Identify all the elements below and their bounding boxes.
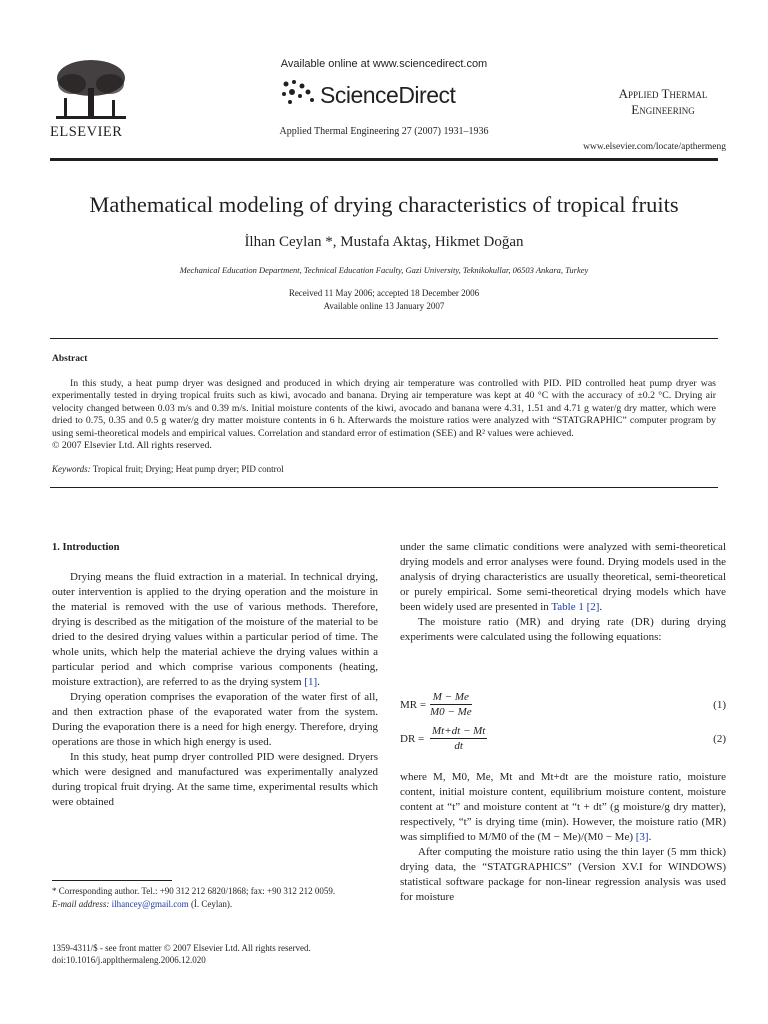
intro-paragraph-3: In this study, heat pump dryer controlled PID were designed. Dryers which were designed and manufactured was experimentally analyzed during tropical fruit drying. At the same time, experimental results which were obtained [52, 751, 378, 808]
equation-1-lhs: MR = [400, 699, 427, 711]
right-column-top [400, 540, 726, 645]
corresponding-author: * Corresponding author. Tel.: +90 312 212 6820/1868; fax: +90 312 212 0059. [52, 886, 336, 896]
equation-2 [400, 724, 726, 758]
table-1-link[interactable]: Table 1 [2] [551, 601, 600, 613]
keywords [52, 464, 284, 474]
keywords-list: Tropical fruit; Drying; Heat pump dryer; PID control [92, 464, 284, 474]
issn-line: 1359-4311/$ - see front matter © 2007 Elsevier Ltd. All rights reserved. [52, 943, 311, 953]
journal-name-line2: Engineering [631, 102, 695, 117]
intro-paragraph-1: Drying means the fluid extraction in a material. In technical drying, outer intervention is applied to the drying operation and the moisture in the material is removed with the use of various methods. Therefore, drying is described as the mitigation of the moisture of the material to be dried to the desired drying values within a particular period of time. The whole units, which help the material achieve the drying values within a particular period and which comprise various components (heating, moisture extraction), are referred to as the drying system [1]. [52, 571, 378, 688]
equation-2-numerator: Mt+dt − Mt [432, 725, 486, 737]
article-title: Mathematical modeling of drying characteristics of tropical fruits [89, 192, 679, 217]
equation-1-number: (1) [713, 699, 726, 711]
right-paragraph-4: After computing the moisture ratio using the thin layer (5 mm thick) drying data, the “STATGRAPHICS” (Version XV.I for WINDOWS) statistical software package for non-linear regression analysis was used for moisture [400, 846, 726, 903]
sciencedirect-dots-icon [278, 78, 318, 108]
email-suffix: (İ. Ceylan). [190, 899, 233, 909]
intro-paragraph-2: Drying operation comprises the evaporation of the water first of all, and then extraction phase of the evaporated water from the system. During the evaporation there is a need for high energy. Therefore, drying operations are those in which high energy is used. [52, 691, 378, 748]
available-online: Available online at www.sciencedirect.com [280, 58, 488, 70]
right-paragraph-2: The moisture ratio (MR) and drying rate (DR) during drying experiments were calculated using the following equations: [400, 616, 726, 643]
right-paragraph-3: where M, M0, Me, Mt and Mt+dt are the moisture ratio, moisture content, initial moisture content, equilibrium moisture content, moisture content at “t” and moisture content at “t + dt” (g moisture/g dry matter), respectively, “t” is drying time (min). However, the moisture ratio (MR) was simplified to M/M0 of the (M − Me)/(M0 − Me) [3]. [400, 771, 726, 843]
email-line [52, 898, 378, 911]
sciencedirect-wordmark: ScienceDirect [320, 82, 456, 108]
author-affiliation: Mechanical Education Department, Technical Education Faculty, Gazi University, Teknikokullar, 06503 Ankara, Turkey [179, 265, 589, 275]
abstract-body [52, 378, 716, 452]
intro-paragraph-1-text: Drying means the fluid extraction in a material. In technical drying, outer intervention is applied to the drying operation and the moisture in the material is removed with the use of various methods. Therefore, drying is described as the mitigation of the moisture of the material to be dried to the desired drying values within a particular period of time. The whole units, which help the material achieve the drying values within a particular period and which comprise various components (heating, moisture extraction), are referred to as the drying system [52, 571, 378, 688]
page-footer [52, 942, 311, 966]
equation-2-lhs: DR = [400, 733, 425, 745]
title-rule [50, 338, 718, 339]
publisher-name: ELSEVIER [50, 124, 123, 140]
right-paragraph-1-text: under the same climatic conditions were analyzed with semi-theoretical drying models and error analyses were found. Drying models used in the analysis of drying characteristics are usually theoretical, semi-theoretical or purely empirical. Some semi-theoretical drying models which have been widely used are presented in [400, 541, 726, 613]
abstract-copyright: © 2007 Elsevier Ltd. All rights reserved. [52, 440, 212, 452]
equation-1 [400, 690, 726, 724]
citation-link-1[interactable]: [1] [304, 676, 318, 688]
received-date: Received 11 May 2006; accepted 18 December 2006 [288, 288, 480, 298]
equation-2-number: (2) [713, 733, 726, 745]
email-link[interactable]: ilhancey@gmail.com [111, 899, 189, 909]
article-dates [0, 287, 768, 313]
email-label: E-mail address: [52, 899, 110, 909]
left-column [52, 570, 378, 810]
journal-name-line1: Applied Thermal [618, 86, 708, 101]
abstract-rule [50, 487, 718, 488]
equation-2-denominator: dt [454, 740, 463, 752]
equation-1-fraction [430, 690, 472, 719]
article-authors: İlhan Ceylan *, Mustafa Aktaş, Hikmet Doğan [244, 234, 524, 250]
header-rule [50, 158, 718, 161]
citation-link-3[interactable]: [3] [635, 831, 649, 843]
equation-1-numerator: M − Me [430, 690, 472, 705]
online-date: Available online 13 January 2007 [323, 301, 445, 311]
journal-citation: Applied Thermal Engineering 27 (2007) 1931–1936 [279, 126, 489, 137]
journal-name [598, 86, 728, 118]
equation-1-denominator: M0 − Me [430, 706, 472, 718]
equation-2-fraction [430, 724, 487, 753]
footnote [52, 885, 378, 911]
journal-url[interactable]: www.elsevier.com/locate/apthermeng [583, 142, 726, 152]
section-heading: 1. Introduction [52, 542, 120, 553]
doi-line: doi:10.1016/j.applthermaleng.2006.12.020 [52, 955, 206, 965]
abstract-heading: Abstract [52, 354, 88, 364]
right-column-bottom [400, 770, 726, 905]
right-paragraph-3-text: where M, M0, Me, Mt and Mt+dt are the moisture ratio, moisture content, initial moisture content, equilibrium moisture content, moisture content at “t” and moisture content at “t + dt” (g moisture/g dry matter), respectively, “t” is drying time (min). However, the moisture ratio (MR) was simplified to M/M0 of the (M − Me)/(M0 − Me) [400, 771, 726, 843]
right-paragraph-1: under the same climatic conditions were analyzed with semi-theoretical drying models and error analyses were found. Drying models used in the analysis of drying characteristics are usually theoretical, semi-theoretical or purely empirical. Some semi-theoretical drying models which have been widely used are presented in Table 1 [2]. [400, 541, 726, 613]
keywords-label: Keywords: [52, 464, 91, 474]
abstract-text: In this study, a heat pump dryer was designed and produced in which drying air temperature was controlled with PID. PID controlled heat pump dryer was experimentally tested in drying tropical fruits such as kiwi, avocado and banana. Drying air temperature was kept at 40 °C with the accuracy of ±0.2 °C. Drying air velocity changed between 0.03 m/s and 0.39 m/s. Initial moisture contents of the kiwi, avocado and banana were 4.31, 1.51 and 4.71 g water/g dry matter, which were dried to 0.75, 0.35 and 0.5 g water/g dry matter moisture contents in 6 h. Afterwards the moisture ratios were analyzed with “STATGRAPHIC” computer program by using semi-theoretical models and empirical values. Correlation and standard error of estimation (SEE) and R² values were achieved. [52, 378, 716, 439]
footnote-rule [52, 880, 172, 881]
